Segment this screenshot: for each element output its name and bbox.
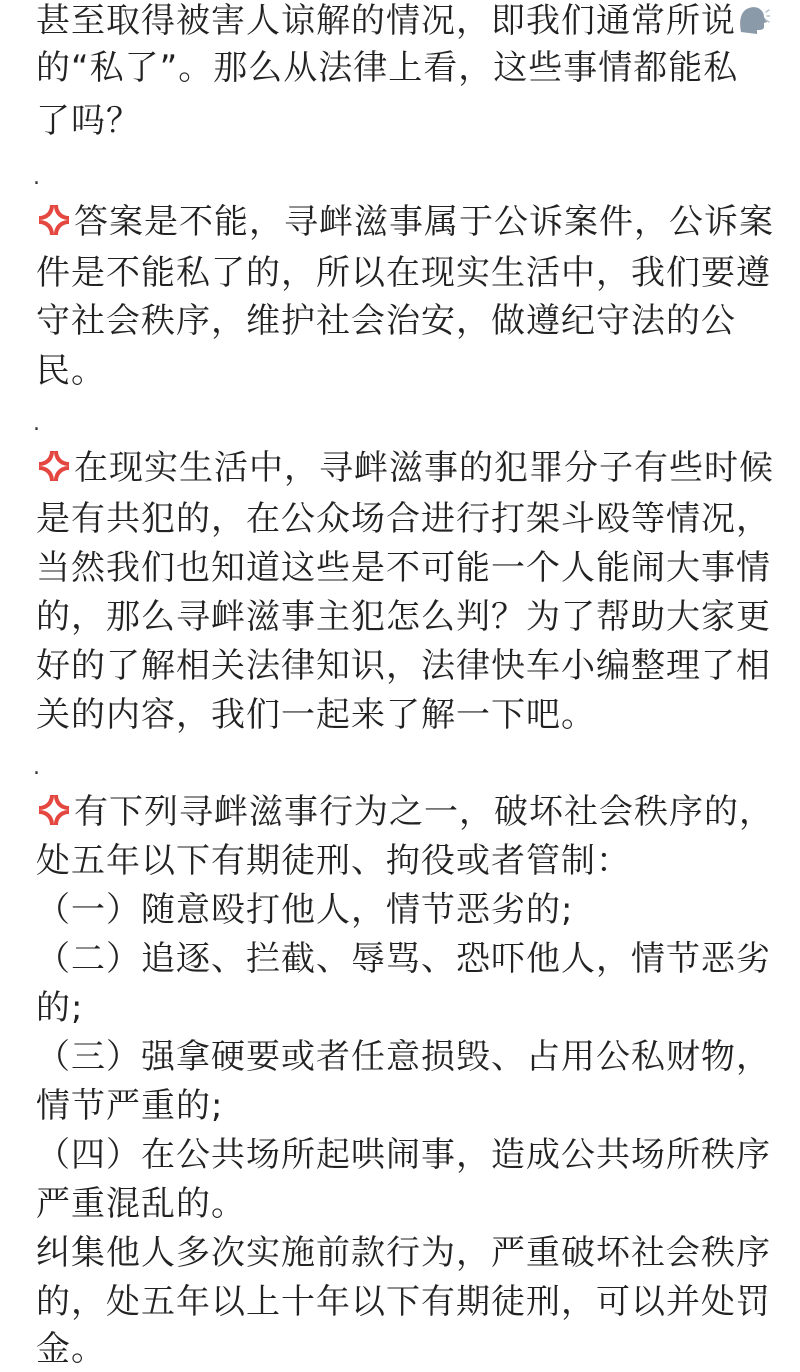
anger-symbol-icon — [36, 792, 72, 828]
paragraph-4-line-11: 的，处五年以上十年以下有期徒刑，可以并处罚 — [36, 1282, 771, 1322]
anger-symbol-icon — [36, 448, 72, 484]
paragraph-1-line-1 — [36, 0, 770, 44]
paragraph-3-line-5: 好的了解相关法律知识，法律快车小编整理了相 — [36, 646, 771, 686]
separator-dot-3: . — [33, 755, 40, 780]
paragraph-4-line-1 — [36, 789, 774, 835]
paragraph-4-line-9: 严重混乱的。 — [36, 1184, 246, 1224]
paragraph-4-line-4: （二）追逐、拦截、辱骂、恐吓他人，情节恶劣 — [36, 939, 771, 979]
paragraph-4-line-5: 的; — [36, 988, 84, 1028]
paragraph-3-line-2: 是有共犯的，在公众场合进行打架斗殴等情况， — [36, 499, 771, 539]
paragraph-4-line-12: 金。 — [36, 1329, 106, 1369]
paragraph-1-line-3: 了吗？ — [36, 101, 141, 141]
paragraph-3-line-4: 的，那么寻衅滋事主犯怎么判？为了帮助大家更 — [36, 597, 771, 637]
paragraph-2-line-2: 件是不能私了的，所以在现实生活中，我们要遵 — [36, 253, 771, 293]
paragraph-2-line-4: 民。 — [36, 351, 106, 391]
speaking-head-icon — [736, 2, 770, 36]
paragraph-1-line-1-text: 甚至取得被害人谅解的情况，即我们通常所说 — [36, 1, 736, 41]
paragraph-3-line-3: 当然我们也知道这些是不可能一个人能闹大事情 — [36, 548, 771, 588]
paragraph-2-line-1 — [36, 199, 774, 245]
anger-symbol-icon — [36, 202, 72, 238]
paragraph-4-line-2: 处五年以下有期徒刑、拘役或者管制： — [36, 841, 631, 881]
paragraph-4-line-1-text: 有下列寻衅滋事行为之一，破坏社会秩序的， — [74, 792, 774, 832]
paragraph-4-line-3: （一）随意殴打他人，情节恶劣的; — [36, 890, 574, 930]
separator-dot-2: . — [33, 411, 40, 436]
paragraph-2-line-1-text: 答案是不能，寻衅滋事属于公诉案件，公诉案 — [74, 202, 774, 242]
paragraph-4-line-7: 情节严重的; — [36, 1086, 224, 1126]
paragraph-1-line-2: 的“私了”。那么从法律上看，这些事情都能私 — [36, 48, 739, 88]
paragraph-4-line-8: （四）在公共场所起哄闹事，造成公共场所秩序 — [36, 1135, 771, 1175]
paragraph-4-line-10: 纠集他人多次实施前款行为，严重破坏社会秩序 — [36, 1233, 771, 1273]
paragraph-3-line-6: 关的内容，我们一起来了解一下吧。 — [36, 695, 596, 735]
paragraph-2-line-3: 守社会秩序，维护社会治安，做遵纪守法的公 — [36, 301, 736, 341]
paragraph-3-line-1-text: 在现实生活中，寻衅滋事的犯罪分子有些时候 — [74, 448, 774, 488]
paragraph-3-line-1 — [36, 445, 774, 491]
paragraph-4-line-6: （三）强拿硬要或者任意损毁、占用公私财物， — [36, 1037, 771, 1077]
separator-dot-1: . — [33, 165, 40, 190]
